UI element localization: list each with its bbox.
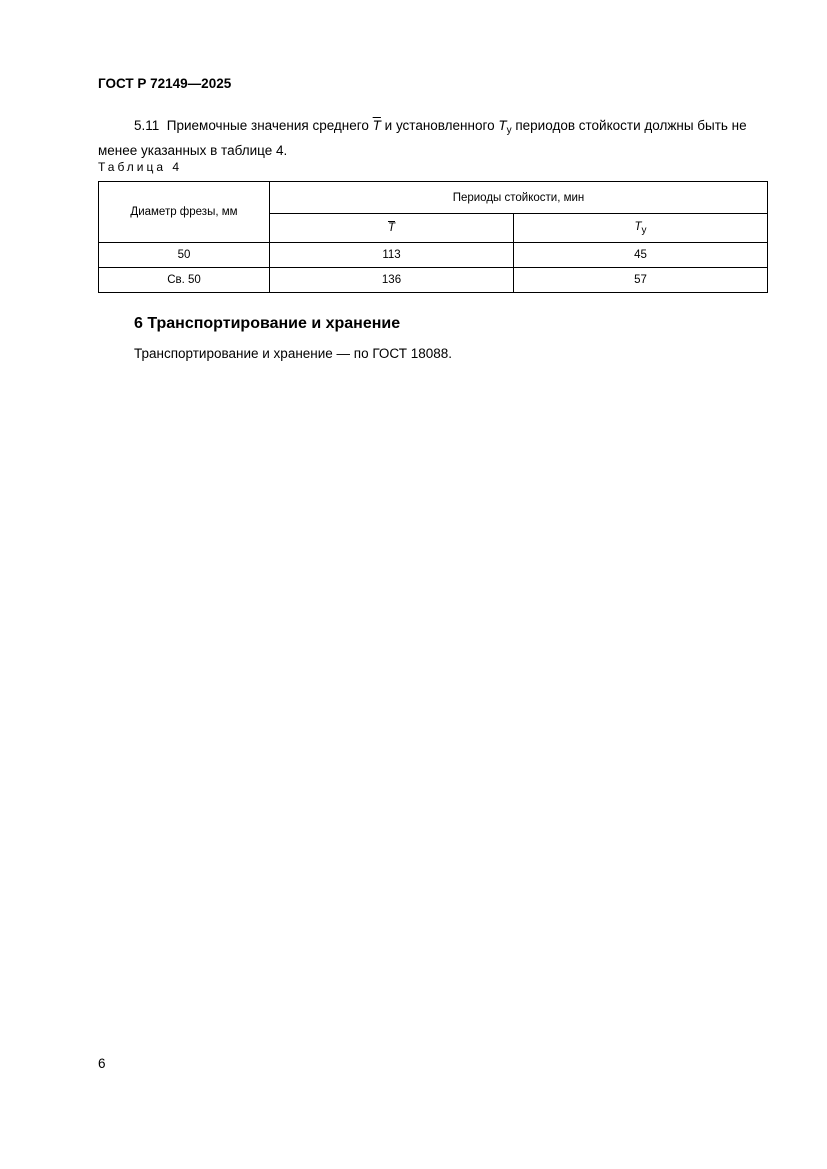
paragraph-text-b: и установленного <box>380 118 499 133</box>
cell-t-bar: 113 <box>270 243 514 268</box>
cell-t-y: 57 <box>514 268 768 293</box>
table-4 <box>98 181 768 293</box>
cell-diameter: 50 <box>99 243 270 268</box>
header-periods: Периоды стойкости, мин <box>270 182 768 214</box>
symbol-t-subscript: у <box>506 125 512 136</box>
paragraph-5-11 <box>98 116 768 161</box>
table-caption: Таблица 4 <box>98 160 183 174</box>
paragraph-text-c: периодов стойкости должны быть не менее указанных в таблице 4. <box>98 118 747 158</box>
paragraph-text-a: Приемочные значения среднего <box>166 118 373 133</box>
cell-t-bar: 136 <box>270 268 514 293</box>
header-diameter: Диаметр фрезы, мм <box>99 182 270 243</box>
symbol-t: T <box>498 118 507 133</box>
paragraph-number: 5.11 <box>134 118 160 133</box>
section-6-body: Транспортирование и хранение — по ГОСТ 18088. <box>134 346 453 361</box>
table-row <box>99 243 768 268</box>
table-row <box>99 268 768 293</box>
header-t-y <box>514 214 768 243</box>
header-t-bar-symbol: $\overline{T}$ <box>387 222 396 234</box>
header-t-symbol: T <box>634 220 642 233</box>
document-header: ГОСТ Р 72149—2025 <box>98 76 232 91</box>
section-6-title: 6 Транспортирование и хранение <box>134 315 401 332</box>
header-t-bar <box>270 214 514 243</box>
symbol-t-bar: $\overline{T}$ <box>372 118 381 133</box>
page-number: 6 <box>98 1056 106 1071</box>
cell-diameter: Св. 50 <box>99 268 270 293</box>
header-t-subscript: у <box>641 224 647 236</box>
cell-t-y: 45 <box>514 243 768 268</box>
